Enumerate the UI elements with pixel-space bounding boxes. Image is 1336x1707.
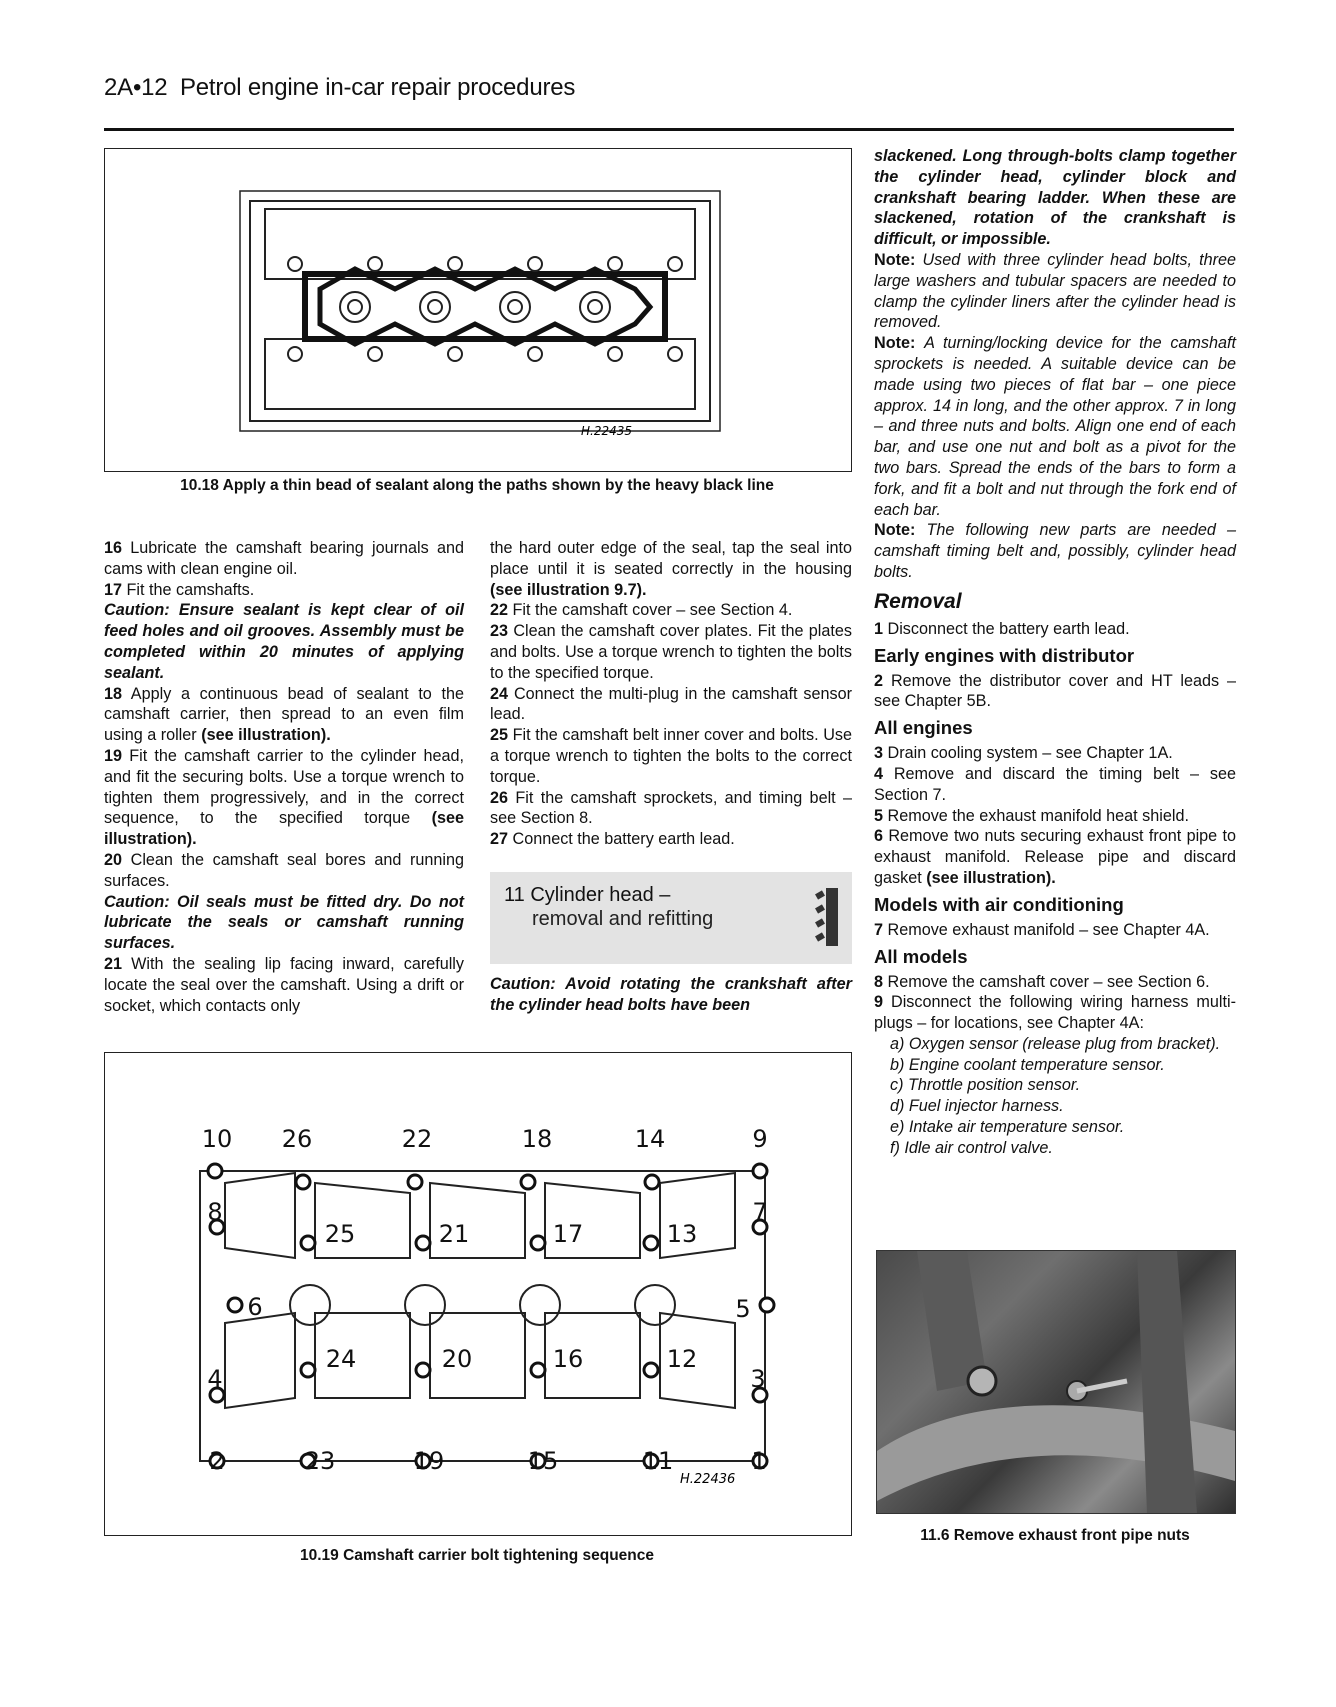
bolt-label-13: 13 bbox=[666, 1220, 698, 1248]
bolt-label-7: 7 bbox=[752, 1198, 768, 1226]
bolt-9 bbox=[753, 1164, 767, 1178]
bolt-label-21: 21 bbox=[438, 1220, 470, 1248]
step-27: 27 Connect the battery earth lead. bbox=[490, 830, 735, 849]
removal-step-4: 4 Remove and discard the timing belt – see Section 7. bbox=[874, 764, 1236, 804]
figure-code: H.22435 bbox=[581, 424, 633, 438]
step-21-cont: the hard outer edge of the seal, tap the seal into place until it is seated correctly in the housing (see illustration 9.7). bbox=[490, 539, 852, 599]
bolt-label-11: 11 bbox=[642, 1447, 674, 1475]
bolt-label-3: 3 bbox=[750, 1365, 766, 1393]
bolt-18 bbox=[521, 1175, 535, 1189]
removal-heading: Removal bbox=[874, 589, 962, 613]
step-23: 23 Clean the camshaft cover plates. Fit the plates and bolts. Use a torque wrench to tighten the bolts to the specified torque. bbox=[490, 622, 852, 682]
caption-11-6: 11.6 Remove exhaust front pipe nuts bbox=[920, 1527, 1190, 1544]
note-2: Note: A turning/locking device for the camshaft sprockets is needed. A suitable device can be made using two pieces of flat bar – one piece approx. 14 in long, and the other approx. 7 in long – and three nuts and bolts. Align one end of each bar, and use one nut and bolt as a pivot for the two bars. Spread the ends of the bars to form a fork, and fit a bolt and nut through the fork end of each bar. bbox=[874, 334, 1236, 519]
step-16: 16 Lubricate the camshaft bearing journals and cams with clean engine oil. bbox=[104, 539, 465, 578]
step-19: 19 Fit the camshaft carrier to the cylinder head, and fit the securing bolts. Use a torque wrench to tighten them progressively, and in the correct sequence, to the specified torque (see illustration). bbox=[104, 746, 464, 849]
removal-step-1: 1 Disconnect the battery earth lead. bbox=[874, 619, 1130, 638]
bolt-label-14: 14 bbox=[634, 1125, 666, 1153]
bolt-label-5: 5 bbox=[735, 1295, 751, 1323]
bolt-label-16: 16 bbox=[552, 1345, 584, 1373]
exhaust-photo-drawing bbox=[877, 1251, 1235, 1513]
figure-10-18 bbox=[104, 148, 852, 472]
bolt-25 bbox=[301, 1236, 315, 1250]
removal-step-6: 6 Remove two nuts securing exhaust front pipe to exhaust manifold. Release pipe and discard gasket (see illustration). bbox=[874, 827, 1237, 887]
caution-oil-seals: Caution: Oil seals must be fitted dry. Do not lubricate the seals or camshaft running surfaces. bbox=[104, 892, 464, 953]
step-20: 20 Clean the camshaft seal bores and running surfaces. bbox=[104, 850, 465, 890]
subhead-all-models: All models bbox=[874, 945, 968, 967]
bolt-16 bbox=[531, 1363, 545, 1377]
caution-crankshaft: Caution: Avoid rotating the crankshaft after the cylinder head bolts have been bbox=[490, 975, 852, 1014]
list-item: e) Intake air temperature sensor. bbox=[890, 1118, 1125, 1137]
bolt-21 bbox=[416, 1236, 430, 1250]
step-26: 26 Fit the camshaft sprockets, and timing belt – see Section 8. bbox=[490, 788, 853, 828]
bolt-label-4: 4 bbox=[207, 1365, 223, 1393]
bolt-label-15: 15 bbox=[527, 1447, 559, 1475]
bolt-label-22: 22 bbox=[401, 1125, 433, 1153]
list-item: a) Oxygen sensor (release plug from bracket). bbox=[890, 1034, 1221, 1053]
bolt-label-19: 19 bbox=[413, 1447, 445, 1475]
bolt-label-23: 23 bbox=[304, 1447, 336, 1475]
caption-10-18: 10.18 Apply a thin bead of sealant along the paths shown by the heavy black line bbox=[180, 477, 774, 494]
bolt-label-20: 20 bbox=[441, 1345, 473, 1373]
step-22: 22 Fit the camshaft cover – see Section 4. bbox=[490, 601, 793, 620]
bolt-22 bbox=[408, 1175, 422, 1189]
bolt-20 bbox=[416, 1363, 430, 1377]
caption-10-19: 10.19 Camshaft carrier bolt tightening sequence bbox=[299, 1547, 655, 1564]
note-1: Note: Used with three cylinder head bolts, three large washers and tubular spacers are needed to clamp the cylinder liners after the cylinder head is removed. bbox=[874, 250, 1236, 332]
step-21: 21 With the sealing lip facing inward, carefully locate the seal over the camshaft. Using a drift or socket, which contacts only bbox=[104, 954, 464, 1015]
subhead-all-engines: All engines bbox=[874, 717, 973, 739]
step-25: 25 Fit the camshaft belt inner cover and bolts. Use a torque wrench to tighten the bolts to the correct torque. bbox=[490, 726, 852, 786]
bolt-12 bbox=[644, 1363, 658, 1377]
page-title: Petrol engine in-car repair procedures bbox=[179, 74, 576, 101]
section-heading-box bbox=[490, 872, 852, 964]
bolt-26 bbox=[296, 1175, 310, 1189]
difficulty-wrench-icon bbox=[812, 882, 842, 952]
bolt-24 bbox=[301, 1363, 315, 1377]
bolt-label-12: 12 bbox=[666, 1345, 698, 1373]
removal-step-8: 8 Remove the camshaft cover – see Section 6. bbox=[874, 972, 1210, 991]
bolt-14 bbox=[645, 1175, 659, 1189]
bolt-17 bbox=[531, 1236, 545, 1250]
bolt-label-9: 9 bbox=[752, 1125, 768, 1153]
bolt-label-26: 26 bbox=[281, 1125, 313, 1153]
page-ref: 2A•12 bbox=[104, 74, 168, 101]
list-item: f) Idle air control valve. bbox=[890, 1138, 1053, 1157]
bolt-sequence-diagram bbox=[105, 1053, 851, 1535]
section-title: 11 Cylinder head – bbox=[504, 884, 671, 906]
bolt-label-17: 17 bbox=[552, 1220, 584, 1248]
step-18: 18 Apply a continuous bead of sealant to the camshaft carrier, then spread to an even film using a roller (see illustration). bbox=[104, 684, 464, 745]
bolt-label-18: 18 bbox=[521, 1125, 553, 1153]
note-3: Note: The following new parts are needed – camshaft timing belt and, possibly, cylinder head bolts. bbox=[874, 521, 1236, 581]
column-3 bbox=[874, 146, 1236, 1159]
subhead-early-engines: Early engines with distributor bbox=[874, 644, 1135, 666]
removal-step-5: 5 Remove the exhaust manifold heat shield. bbox=[874, 806, 1189, 825]
bolt-label-24: 24 bbox=[325, 1345, 357, 1373]
step-24: 24 Connect the multi-plug in the camshaft sensor lead. bbox=[490, 684, 852, 724]
bolt-label-8: 8 bbox=[207, 1198, 223, 1226]
removal-step-2: 2 Remove the distributor cover and HT leads – see Chapter 5B. bbox=[874, 671, 1236, 711]
column-1 bbox=[104, 538, 464, 1016]
photo-exhaust-pipe bbox=[876, 1250, 1236, 1514]
page-header bbox=[104, 74, 575, 102]
bolt-5 bbox=[760, 1298, 774, 1312]
figure-code: H.22436 bbox=[680, 1472, 736, 1487]
removal-step-7: 7 Remove exhaust manifold – see Chapter 4A. bbox=[874, 920, 1210, 939]
bolt-label-1: 1 bbox=[751, 1447, 767, 1475]
bolt-13 bbox=[644, 1236, 658, 1250]
sealant-diagram bbox=[105, 149, 851, 471]
list-item: d) Fuel injector harness. bbox=[890, 1097, 1064, 1116]
section-subtitle: removal and refitting bbox=[532, 908, 714, 930]
list-item: c) Throttle position sensor. bbox=[890, 1076, 1081, 1095]
removal-step-9: 9 Disconnect the following wiring harness multi-plugs – for locations, see Chapter 4A: bbox=[874, 993, 1236, 1033]
bolt-6 bbox=[228, 1298, 242, 1312]
subhead-air-conditioning: Models with air conditioning bbox=[874, 893, 1124, 915]
step-17: 17 Fit the camshafts. bbox=[104, 580, 255, 599]
bolt-label-25: 25 bbox=[324, 1220, 356, 1248]
column-2 bbox=[490, 538, 852, 850]
caution-sealant: Caution: Ensure sealant is kept clear of oil feed holes and oil grooves. Assembly must be completed within 20 minutes of applying sealant. bbox=[104, 601, 464, 682]
bolt-label-2: 2 bbox=[209, 1447, 225, 1475]
list-item: b) Engine coolant temperature sensor. bbox=[890, 1055, 1165, 1074]
header-rule bbox=[104, 128, 1234, 131]
removal-step-3: 3 Drain cooling system – see Chapter 1A. bbox=[874, 744, 1173, 763]
bolt-label-6: 6 bbox=[247, 1293, 263, 1321]
bolt-label-10: 10 bbox=[201, 1125, 233, 1153]
caution-crankshaft-cont: slackened. Long through-bolts clamp together the cylinder head, cylinder block and crankshaft bearing ladder. When these are slackened, rotation of the crankshaft is difficult, or impossible. bbox=[874, 147, 1236, 249]
figure-10-19 bbox=[104, 1052, 852, 1536]
bolt-10 bbox=[208, 1164, 222, 1178]
